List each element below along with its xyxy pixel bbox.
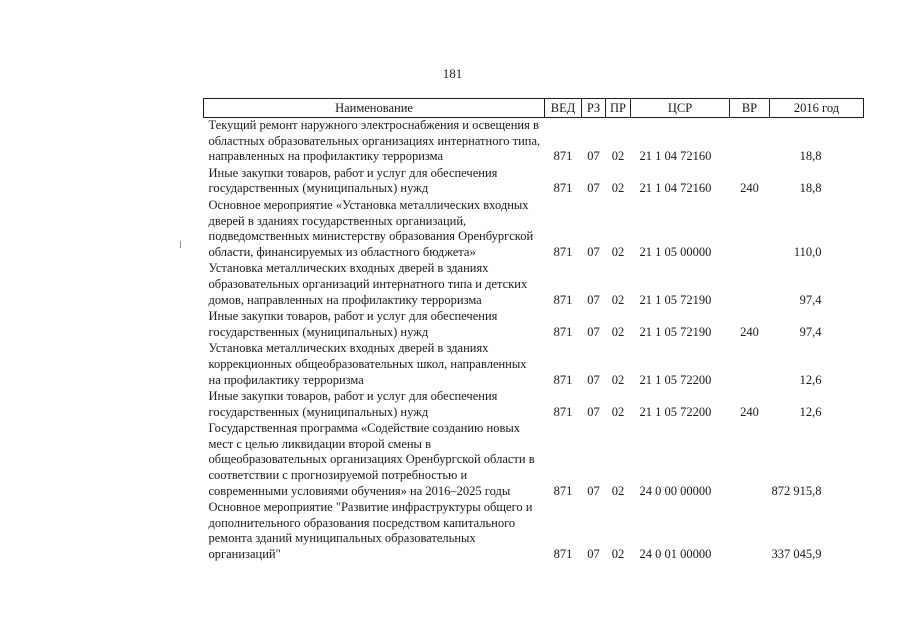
table-row bbox=[204, 500, 864, 563]
cell-name: Основное мероприятие «Установка металлических входных дверей в зданиях государственных организаций, подведомственных министерству образования Оренбургской области, финансируемых из областного бюджета» bbox=[208, 197, 534, 259]
table-row bbox=[204, 118, 864, 166]
cell-ved: 871 bbox=[553, 404, 573, 419]
cell-pr: 02 bbox=[611, 404, 625, 419]
cell-rz: 07 bbox=[587, 372, 600, 387]
cell-vr: 240 bbox=[740, 404, 759, 419]
cell-csr: 24 0 00 00000 bbox=[639, 483, 712, 498]
cell-csr: 21 1 04 72160 bbox=[639, 181, 712, 196]
col-header-ved: ВЕД bbox=[545, 99, 582, 118]
cell-vr: 240 bbox=[740, 324, 759, 339]
table-row bbox=[204, 421, 864, 500]
cell-vr bbox=[730, 421, 770, 500]
cell-rz: 07 bbox=[587, 547, 600, 562]
col-header-vr: ВР bbox=[730, 99, 770, 118]
cell-csr: 21 1 05 00000 bbox=[639, 244, 712, 259]
table-row bbox=[204, 389, 864, 421]
cell-vr bbox=[730, 118, 770, 166]
cell-ved: 871 bbox=[553, 324, 573, 339]
cell-rz: 07 bbox=[587, 149, 600, 164]
cell-ved: 871 bbox=[553, 181, 573, 196]
col-header-pr: ПР bbox=[606, 99, 631, 118]
table-row bbox=[204, 198, 864, 261]
cell-amount: 97,4 bbox=[799, 292, 822, 307]
cell-amount: 12,6 bbox=[799, 404, 822, 419]
budget-table bbox=[203, 98, 864, 564]
cell-csr: 21 1 04 72160 bbox=[639, 149, 712, 164]
cell-name: Установка металлических входных дверей в зданиях коррекционных общеобразовательных школ, направленных на профилактику терроризма bbox=[208, 341, 527, 387]
cell-pr: 02 bbox=[611, 181, 625, 196]
cell-csr: 21 1 05 72190 bbox=[639, 292, 712, 307]
cell-rz: 07 bbox=[587, 292, 600, 307]
table-row bbox=[204, 341, 864, 389]
cell-amount: 872 915,8 bbox=[771, 483, 822, 498]
cell-ved: 871 bbox=[553, 292, 573, 307]
cell-pr: 02 bbox=[611, 244, 625, 259]
table-header-row bbox=[204, 99, 864, 118]
col-header-csr: ЦСР bbox=[631, 99, 730, 118]
cell-ved: 871 bbox=[553, 547, 573, 562]
cell-pr: 02 bbox=[611, 149, 625, 164]
col-header-year: 2016 год bbox=[770, 99, 864, 118]
cell-ved: 871 bbox=[553, 244, 573, 259]
cell-amount: 18,8 bbox=[799, 149, 822, 164]
cell-name: Иные закупки товаров, работ и услуг для обеспечения государственных (муниципальных) нужд bbox=[208, 389, 498, 419]
cell-name: Основное мероприятие "Развитие инфраструктуры общего и дополнительного образования посредством капитального ремонта зданий муниципальных образовательных организаций" bbox=[208, 500, 533, 562]
cell-name: Текущий ремонт наружного электроснабжения и освещения в областных образовательных организациях интернатного типа, направленных на профилактику терроризма bbox=[208, 118, 541, 164]
cell-ved: 871 bbox=[553, 149, 573, 164]
cell-ved: 871 bbox=[553, 483, 573, 498]
cell-csr: 21 1 05 72200 bbox=[639, 404, 712, 419]
cell-name: Государственная программа «Содействие созданию новых мест с целью ликвидации второй смены в общеобразовательных организациях Оренбургской области в соответствии с прогнозируемой потребностью и современными условиями обучения» на 2016–2025 годы bbox=[208, 421, 535, 498]
cell-csr: 24 0 01 00000 bbox=[639, 547, 712, 562]
cell-pr: 02 bbox=[611, 483, 625, 498]
cell-ved: 871 bbox=[553, 372, 573, 387]
cell-vr bbox=[730, 198, 770, 261]
cell-name: Иные закупки товаров, работ и услуг для обеспечения государственных (муниципальных) нужд bbox=[208, 309, 498, 339]
margin-mark bbox=[180, 241, 181, 248]
table-body bbox=[204, 118, 864, 564]
cell-csr: 21 1 05 72200 bbox=[639, 372, 712, 387]
cell-rz: 07 bbox=[587, 181, 600, 196]
cell-amount: 18,8 bbox=[799, 181, 822, 196]
cell-rz: 07 bbox=[587, 324, 600, 339]
cell-amount: 110,0 bbox=[793, 244, 822, 259]
table-row bbox=[204, 261, 864, 309]
cell-amount: 97,4 bbox=[799, 324, 822, 339]
cell-pr: 02 bbox=[611, 372, 625, 387]
cell-vr bbox=[730, 341, 770, 389]
cell-rz: 07 bbox=[587, 244, 600, 259]
table-row bbox=[204, 166, 864, 198]
cell-pr: 02 bbox=[611, 324, 625, 339]
cell-pr: 02 bbox=[611, 547, 625, 562]
cell-rz: 07 bbox=[587, 483, 600, 498]
cell-vr: 240 bbox=[740, 181, 759, 196]
table-row bbox=[204, 309, 864, 341]
cell-csr: 21 1 05 72190 bbox=[639, 324, 712, 339]
col-header-name: Наименование bbox=[204, 99, 545, 118]
cell-name: Установка металлических входных дверей в зданиях образовательных организаций интернатного типа и детских домов, направленных на профилактику терроризма bbox=[208, 261, 528, 307]
page-number: 181 bbox=[442, 66, 463, 81]
cell-rz: 07 bbox=[587, 404, 600, 419]
col-header-rz: РЗ bbox=[582, 99, 606, 118]
cell-amount: 337 045,9 bbox=[771, 547, 822, 562]
cell-vr bbox=[730, 500, 770, 563]
cell-vr bbox=[730, 261, 770, 309]
cell-pr: 02 bbox=[611, 292, 625, 307]
cell-name: Иные закупки товаров, работ и услуг для обеспечения государственных (муниципальных) нужд bbox=[208, 165, 498, 196]
cell-amount: 12,6 bbox=[799, 372, 822, 387]
